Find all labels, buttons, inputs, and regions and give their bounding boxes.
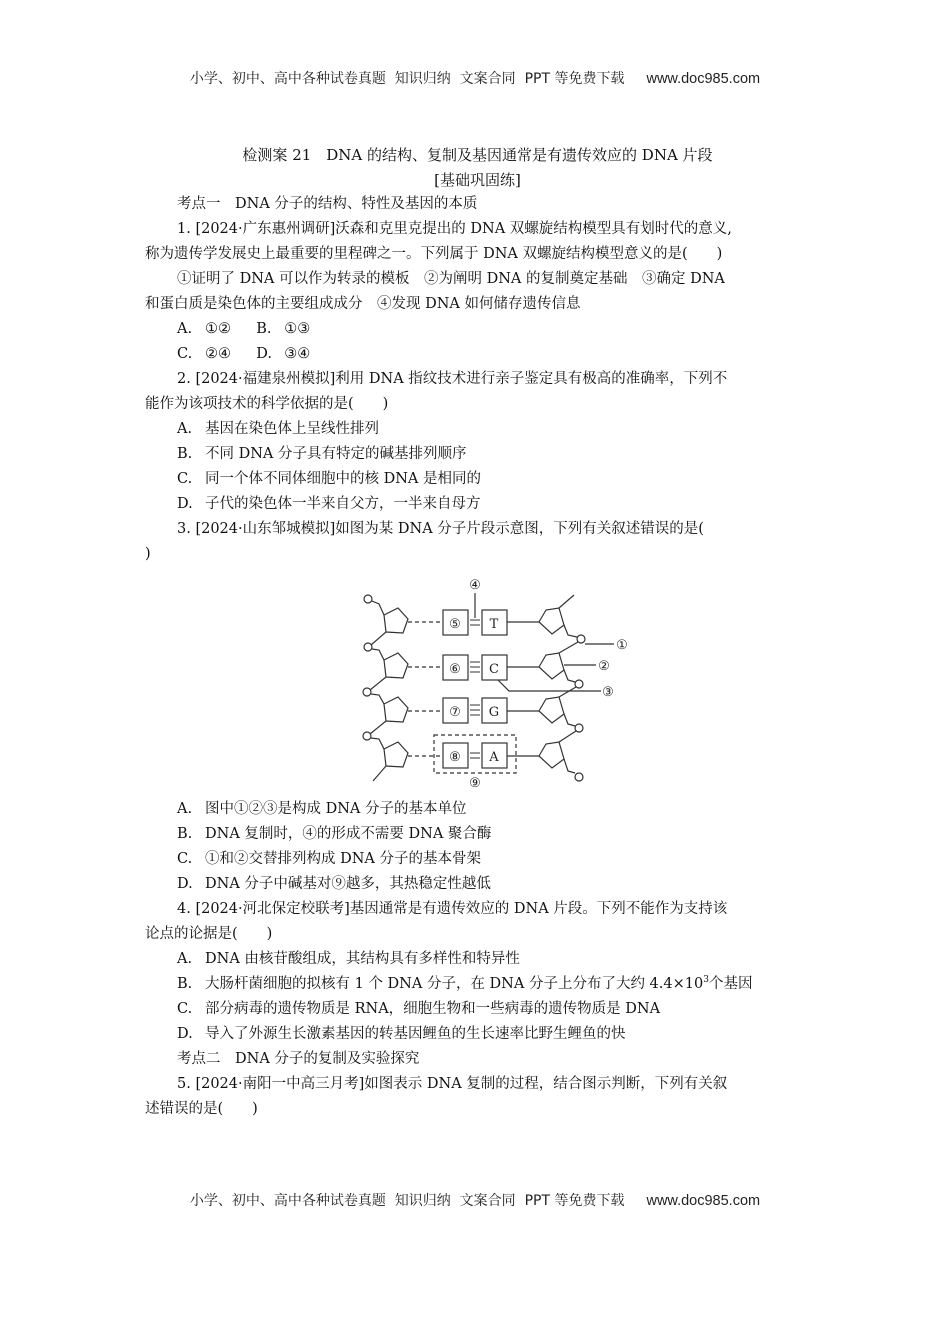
option-d[interactable]: D. ③④: [256, 346, 311, 362]
base-A: A: [489, 750, 499, 765]
option-c[interactable]: C. 部分病毒的遗传物质是 RNA，细胞生物和一些病毒的遗传物质是 DNA: [177, 1001, 661, 1017]
header-text: 小学、初中、高中各种试卷真题 知识归纳 文案合同 PPT 等免费下载: [189, 71, 625, 87]
question-2: [145, 367, 810, 517]
dna-structure-diagram: [346, 573, 646, 793]
question-stem-cont: ): [145, 546, 151, 562]
question-5: [145, 1072, 810, 1122]
option-d[interactable]: D. 子代的染色体一半来自父方，一半来自母方: [177, 496, 481, 512]
question-stem-cont: 述错误的是( ): [145, 1101, 258, 1117]
option-b[interactable]: B. ①③: [256, 321, 311, 337]
question-stem-cont: 论点的论据是( ): [145, 926, 273, 942]
footer-url[interactable]: www.doc985.com: [646, 1193, 761, 1209]
section-heading-1: 考点一 DNA 分子的结构、特性及基因的本质: [177, 196, 478, 212]
doc-subtitle: [基础巩固练]: [434, 171, 521, 189]
label-1: ①: [616, 638, 628, 653]
label-4: ④: [469, 578, 481, 593]
label-9: ⑨: [469, 776, 481, 791]
doc-title: 检测案 21 DNA 的结构、复制及基因通常是有遗传效应的 DNA 片段: [242, 146, 713, 164]
footer-text: 小学、初中、高中各种试卷真题 知识归纳 文案合同 PPT 等免费下载: [189, 1193, 625, 1209]
option-c[interactable]: C. ②④: [177, 346, 231, 362]
option-d[interactable]: D. DNA 分子中碱基对⑨越多，其热稳定性越低: [177, 876, 491, 892]
option-row: [145, 317, 810, 342]
option-b[interactable]: B. 不同 DNA 分子具有特定的碱基排列顺序: [177, 446, 467, 462]
base-C: C: [489, 662, 499, 677]
base-6: ⑥: [449, 662, 461, 677]
option-c[interactable]: C. ①和②交替排列构成 DNA 分子的基本骨架: [177, 851, 482, 867]
page-header: [0, 68, 950, 88]
option-a[interactable]: A. DNA 由核苷酸组成，其结构具有多样性和特异性: [177, 951, 520, 967]
option-c[interactable]: C. 同一个体不同体细胞中的核 DNA 是相同的: [177, 471, 482, 487]
option-b[interactable]: B. 大肠杆菌细胞的拟核有 1 个 DNA 分子，在 DNA 分子上分布了大约 $4.4\times 10^3$个基因: [177, 975, 753, 992]
base-7: ⑦: [449, 705, 461, 720]
base-G: G: [488, 705, 500, 720]
question-1: [145, 217, 810, 367]
label-3: ③: [602, 685, 614, 700]
document-body: [145, 142, 810, 1122]
base-T: T: [489, 617, 499, 632]
question-items-cont: 和蛋白质是染色体的主要组成成分 ④发现 DNA 如何储存遗传信息: [145, 296, 581, 312]
question-3: [145, 517, 810, 897]
question-stem: 1. [2024·广东惠州调研]沃森和克里克提出的 DNA 双螺旋结构模型具有划时代的意义,: [177, 221, 732, 237]
left-deoxyribose-1: [384, 608, 408, 633]
question-stem-cont: 能作为该项技术的科学依据的是( ): [145, 396, 389, 412]
question-stem: 4. [2024·河北保定校联考]基因通常是有遗传效应的 DNA 片段。下列不能作为支持该: [177, 901, 728, 917]
option-d[interactable]: D. 导入了外源生长激素基因的转基因鲤鱼的生长速率比野生鲤鱼的快: [177, 1026, 626, 1042]
question-4: [145, 897, 810, 1047]
option-a[interactable]: A. 图中①②③是构成 DNA 分子的基本单位: [177, 801, 467, 817]
label-2: ②: [598, 659, 610, 674]
base-5: ⑤: [449, 617, 461, 632]
question-stem-cont: 称为遗传学发展史上最重要的里程碑之一。下列属于 DNA 双螺旋结构模型意义的是( ): [145, 246, 723, 262]
question-stem: 5. [2024·南阳一中高三月考]如图表示 DNA 复制的过程，结合图示判断，下列有关叙: [177, 1076, 728, 1092]
option-b[interactable]: B. DNA 复制时，④的形成不需要 DNA 聚合酶: [177, 826, 492, 842]
option-a[interactable]: A. 基因在染色体上呈线性排列: [177, 421, 379, 437]
option-row: [145, 342, 810, 367]
header-url[interactable]: www.doc985.com: [646, 71, 761, 87]
question-stem: 2. [2024·福建泉州模拟]利用 DNA 指纹技术进行亲子鉴定具有极高的准确率，下列不: [177, 371, 728, 387]
base-8: ⑧: [449, 750, 461, 765]
dna-diagram-svg: [346, 573, 646, 793]
question-stem: 3. [2024·山东邹城模拟]如图为某 DNA 分子片段示意图，下列有关叙述错误的是(: [177, 521, 704, 537]
question-items: ①证明了 DNA 可以作为转录的模板 ②为阐明 DNA 的复制奠定基础 ③确定 DNA: [177, 271, 725, 287]
option-a[interactable]: A. ①②: [177, 321, 231, 337]
page-footer: [0, 1190, 950, 1210]
section-heading-2: 考点二 DNA 分子的复制及实验探究: [177, 1051, 420, 1067]
